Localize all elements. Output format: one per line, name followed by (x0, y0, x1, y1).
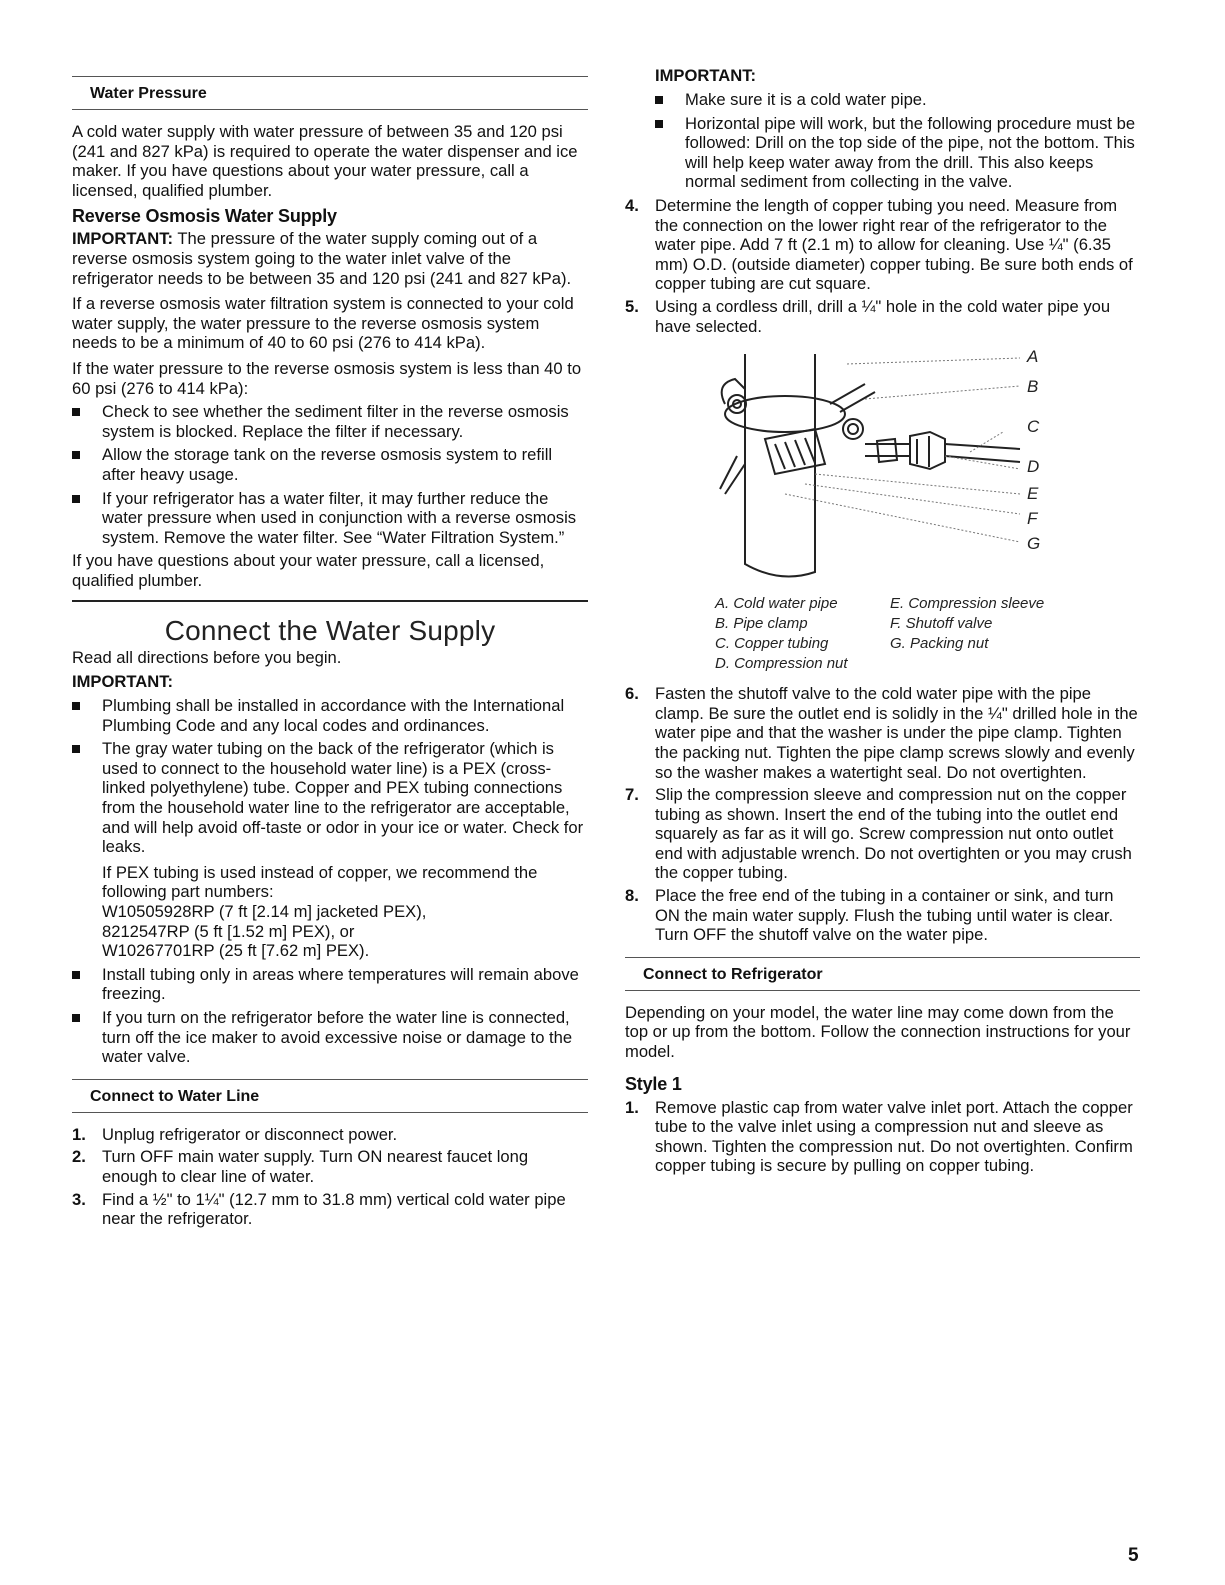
legend-item: G. Packing nut (890, 635, 989, 653)
pex-note: If PEX tubing is used instead of copper, we recommend the following part numbers: (102, 862, 538, 902)
ro-bullet: Allow the storage tank on the reverse osmosis system to refill after heavy usage. (72, 445, 588, 484)
figure-legend (715, 594, 1140, 674)
step-item: 7. Slip the compression sleeve and compression nut on the copper tubing as shown. Insert the end of the tubing into the outlet end squarely as far as it will go. Screw compression nut onto outlet end with adjustable wrench. Do not overtighten or you may crush the copper tubing. (625, 785, 1132, 883)
label-letter-d: D (1027, 457, 1040, 477)
connect-bullet: Install tubing only in areas where temperatures will remain above freezing. (72, 965, 588, 1004)
refrigerator-heading: Connect to Refrigerator (625, 957, 1140, 991)
step-item: 6. Fasten the shutoff valve to the cold water pipe with the pipe clamp. Be sure the outlet end is solidly in the ¼" drilled hole in the water pipe and that the washer is under the pipe clamp. Tighten the packing nut. Tighten the pipe clamp screws slowly and evenly so the washer makes a watertight seal. Do not overtighten. (625, 684, 1138, 782)
legend-column (715, 594, 890, 674)
label-letter-c: C (1027, 417, 1040, 437)
cold-water-pipe-shape (745, 354, 815, 577)
water-pressure-heading: Water Pressure (72, 76, 588, 110)
connect-important-label: IMPORTANT: (72, 672, 174, 692)
ro-important-text: The pressure of the water supply coming out of a reverse osmosis system going to the water inlet valve of the refrigerator needs to be between 35 and 120 psi (241 and 827 kPa). (72, 229, 572, 288)
bullet-square-icon (72, 971, 80, 979)
label-letter-e: E (1027, 484, 1039, 504)
compression-nut-shape (910, 432, 945, 469)
right-bullet: Horizontal pipe will work, but the following procedure must be followed: Drill on the top side of the pipe, not the bottom. This will help keep water away from the drill. This also keeps normal sediment from collecting in the valve. (655, 114, 1140, 192)
label-letter-g: G (1027, 534, 1041, 554)
water-line-heading: Connect to Water Line (72, 1079, 588, 1113)
bullet-square-icon (72, 408, 80, 416)
legend-column (890, 594, 1065, 674)
page-number: 5 (1128, 1545, 1139, 1566)
ro-para2: If a reverse osmosis water filtration system is connected to your cold water supply, the water pressure to the reverse osmosis system needs to be a minimum of 40 to 60 psi (276 to 414 kPa). (72, 294, 574, 353)
label-letter-a: A (1027, 347, 1039, 367)
bullet-square-icon (72, 451, 80, 459)
step-item: 1. Remove plastic cap from water valve inlet port. Attach the copper tube to the valve inlet using a compression nut and sleeve as shown. Tighten the compression nut. Do not overtighten. Confirm copper tubing is secure by pulling on copper tubing. (625, 1097, 1133, 1176)
ro-important-label: IMPORTANT: (72, 229, 174, 249)
right-column (625, 62, 1140, 1179)
step-item: 5. Using a cordless drill, drill a ¼" hole in the cold water pipe you have selected. (625, 296, 1111, 336)
pex-part: W10267701RP (25 ft [7.62 m] PEX). (102, 941, 370, 961)
bullet-square-icon (72, 495, 80, 503)
step-item: 3. Find a ½" to 1¼" (12.7 mm to 31.8 mm) vertical cold water pipe near the refrigerator. (72, 1189, 566, 1229)
refrigerator-body: Depending on your model, the water line may come down from the top or up from the bottom. Follow the connection instructions for your model. (625, 1002, 1131, 1062)
ro-para3: If the water pressure to the reverse osmosis system is less than 40 to 60 psi (276 to 414 kPa): (72, 358, 582, 398)
ro-closing: If you have questions about your water pressure, call a licensed, qualified plumber. (72, 551, 545, 590)
bullet-square-icon (72, 702, 80, 710)
legend-item: F. Shutoff valve (890, 615, 993, 633)
bullet-square-icon (72, 1014, 80, 1022)
figure-letters (1026, 347, 1040, 553)
shutoff-valve-illustration (625, 344, 1140, 594)
legend-item: A. Cold water pipe (715, 595, 838, 613)
style-heading: Style 1 (625, 1073, 682, 1094)
legend-item: E. Compression sleeve (890, 595, 1045, 613)
ro-heading: Reverse Osmosis Water Supply (72, 206, 337, 227)
legend-item: B. Pipe clamp (715, 615, 808, 633)
connect-bullet: Plumbing shall be installed in accordance with the International Plumbing Code and any local codes and ordinances. (72, 696, 588, 735)
water-pressure-body: A cold water supply with water pressure of between 35 and 120 psi (241 and 827 kPa) is required to operate the water dispenser and ice maker. If you have questions about your water pressure, call a licensed, qualified plumber. (72, 122, 578, 200)
bullet-square-icon (72, 745, 80, 753)
step-item: 4. Determine the length of copper tubing you need. Measure from the connection on the lower right rear of the refrigerator to the water pipe. Add 7 ft (2.1 m) to allow for cleaning. Use ¼" (6.35 mm) O.D. (outside diameter) copper tubing. Be sure both ends of copper tubing are cut square. (625, 195, 1133, 294)
connect-bullet: The gray water tubing on the back of the refrigerator (which is used to connect to the household water line) is a PEX (cross-linked polyethylene) tube. Copper and PEX tubing connections from the household water line to the refrigerator are acceptable, and will help avoid off-taste or odor in your ice or water. Check for leaks. If PEX tubing is used instead of copper, we recommend the following part numbers: W10505928RP (7 ft [2.14 m] jacketed PEX), 8212547RP (5 ft [1.52 m] PEX), or W10267701RP (25 ft [7.62 m] PEX). (72, 739, 588, 961)
pex-part: W10505928RP (7 ft [2.14 m] jacketed PEX), (102, 902, 427, 921)
connect-bullet: If you turn on the refrigerator before the water line is connected, turn off the ice maker to avoid excessive noise or damage to the water valve. (72, 1008, 588, 1067)
pipe-clamp-shape (725, 396, 845, 432)
right-important-label: IMPORTANT: (655, 66, 757, 85)
copper-tubing-shape (865, 444, 910, 456)
pex-part: 8212547RP (5 ft [1.52 m] PEX), or (102, 921, 355, 941)
bullet-square-icon (655, 96, 663, 104)
ro-bullet: Check to see whether the sediment filter in the reverse osmosis system is blocked. Replace the filter if necessary. (72, 402, 588, 441)
legend-item: D. Compression nut (715, 655, 848, 673)
ro-important (72, 229, 588, 288)
step-item: 2. Turn OFF main water supply. Turn ON nearest faucet long enough to clear line of water. (72, 1147, 529, 1186)
step-item: 8. Place the free end of the tubing in a container or sink, and turn ON the main water supply. Flush the tubing until water is clear. Turn OFF the shutoff valve on the water pipe. (625, 886, 1114, 945)
shutoff-valve-figure (625, 344, 1140, 594)
label-letter-b: B (1027, 377, 1039, 397)
step-item: 1. Unplug refrigerator or disconnect power. (72, 1124, 398, 1144)
ro-bullet: If your refrigerator has a water filter, it may further reduce the water pressure when used in conjunction with a reverse osmosis system. Remove the water filter. See “Water Filtration System.” (72, 489, 588, 548)
bullet-square-icon (655, 120, 663, 128)
legend-item: C. Copper tubing (715, 635, 829, 653)
connect-intro: Read all directions before you begin. (72, 648, 342, 668)
section-title: Connect the Water Supply (72, 600, 588, 648)
label-letter-f: F (1027, 509, 1038, 529)
right-bullet: Make sure it is a cold water pipe. (655, 90, 1140, 110)
left-column (72, 62, 588, 1232)
